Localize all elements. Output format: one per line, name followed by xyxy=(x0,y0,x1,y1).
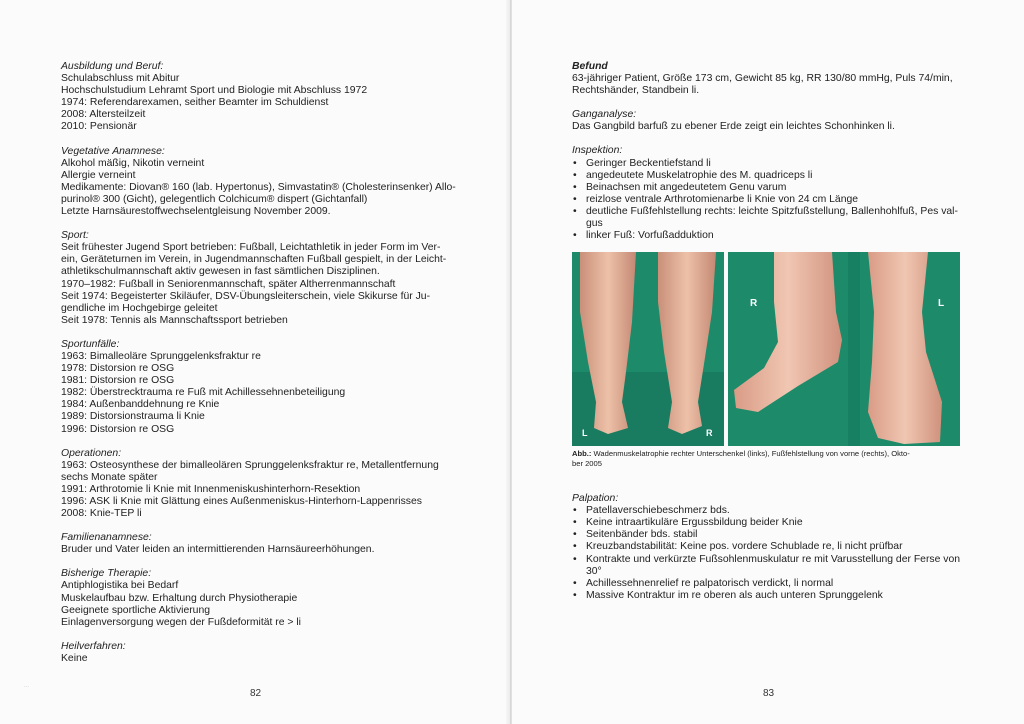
section xyxy=(61,641,451,665)
section-line: Seit 1974: Begeisterter Skiläufer, DSV-Übungsleiterschein, viele Skikurse für Ju- xyxy=(61,290,431,302)
section-title: Sportunfälle: xyxy=(61,338,120,350)
photo-feet-front xyxy=(728,252,960,446)
right-page-text xyxy=(572,61,964,614)
photo-calves-rear xyxy=(572,252,724,446)
section-line: Alkohol mäßig, Nikotin verneint xyxy=(61,157,205,169)
section-line: Medikamente: Diovan® 160 (lab. Hypertonus), Simvastatin® (Cholesterinsenker) Allo- xyxy=(61,181,456,193)
palpation-title: Palpation: xyxy=(572,493,619,505)
right-page xyxy=(512,0,1024,724)
photo-label-r: R xyxy=(706,428,713,439)
befund-title: Befund xyxy=(572,61,608,72)
section-line: Einlagenversorgung wegen der Fußdeformität re > li xyxy=(61,616,301,628)
section-line: Seit frühester Jugend Sport betrieben: Fußball, Leichtathletik in jeder Form im Ver- xyxy=(61,242,441,254)
section-title: Operationen: xyxy=(61,447,122,459)
inspektion-title: Inspektion: xyxy=(572,145,623,157)
section xyxy=(61,448,451,521)
section-line: 1996: ASK li Knie mit Glättung eines Außenmeniskus-Hinterhorn-Lappenrisses xyxy=(61,496,422,507)
section-line: purinol® 300 (Gicht), gelegentlich Colchicum® dispert (Gichtanfall) xyxy=(61,193,368,205)
corner-mark: ... xyxy=(24,683,30,689)
section-line: 1963: Osteosynthese der bimalleolären Sprunggelenksfraktur re, Metallentfernung xyxy=(61,459,439,471)
section-title: Sport: xyxy=(61,230,89,242)
list-item: • Geringer Beckentiefstand li xyxy=(572,158,964,170)
section-line: 2008: Altersteilzeit xyxy=(61,109,146,121)
section-line: 1978: Distorsion re OSG xyxy=(61,363,175,375)
section-line: Schulabschluss mit Abitur xyxy=(61,73,180,85)
section-line: Antiphlogistika bei Bedarf xyxy=(61,580,179,592)
section-line: Hochschulstudium Lehramt Sport und Biologie mit Abschluss 1972 xyxy=(61,85,368,97)
section-line: gendliche im Hochgebirge geleitet xyxy=(61,302,218,314)
section xyxy=(61,532,451,556)
list-item: • Keine intraartikuläre Ergussbildung beider Knie xyxy=(572,517,964,529)
section-line: 1974: Referendarexamen, seither Beamter im Schuldienst xyxy=(61,97,329,109)
section-line: 1970–1982: Fußball in Seniorenmannschaft, später Altherrenmannschaft xyxy=(61,278,396,290)
section-line: 1981: Distorsion re OSG xyxy=(61,375,175,387)
caption-text: Wadenmuskelatrophie rechter Unterschenkel (links), Fußfehlstellung von vorne (rechts), Okto- ber 2005 xyxy=(572,449,910,468)
section-title: Heilverfahren: xyxy=(61,640,126,652)
caption-prefix: Abb.: xyxy=(572,449,592,459)
list-item: • angedeutete Muskelatrophie des M. quadriceps li xyxy=(572,170,964,182)
section xyxy=(61,230,451,327)
section-line: 2010: Pensionär xyxy=(61,121,137,133)
list-item: • deutliche Fußfehlstellung rechts: leichte Spitzfußstellung, Ballenhohlfuß, Pes val- gus xyxy=(572,206,964,230)
figure-photos xyxy=(572,252,960,446)
list-item: • Beinachsen mit angedeutetem Genu varum xyxy=(572,182,964,194)
list-item: • Seitenbänder bds. stabil xyxy=(572,529,964,541)
inspektion-list xyxy=(572,158,964,243)
section-line: 1996: Distorsion re OSG xyxy=(61,423,175,435)
section-line: 2008: Knie-TEP li xyxy=(61,508,142,520)
photo-label-l: L xyxy=(582,428,588,439)
section-line: 1991: Arthrotomie li Knie mit Innenmeniskushinterhorn-Resektion xyxy=(61,483,361,495)
section-line: 1984: Außenbanddehnung re Knie xyxy=(61,399,220,411)
section-line: Geeignete sportliche Aktivierung xyxy=(61,604,211,616)
section-title: Bisherige Therapie: xyxy=(61,568,152,580)
page-number-left: 82 xyxy=(250,688,262,699)
section-line: Seit 1978: Tennis als Mannschaftssport betrieben xyxy=(61,314,288,326)
palpation-list xyxy=(572,505,964,602)
section-line: Keine xyxy=(61,652,88,664)
befund-section xyxy=(572,61,964,97)
section-line: Letzte Harnsäurestoffwechselentgleisung November 2009. xyxy=(61,206,331,218)
photo-label-r2: R xyxy=(750,298,758,310)
photo-label-l2: L xyxy=(938,298,945,310)
figure-caption xyxy=(572,449,960,468)
ganganalyse-section xyxy=(572,109,964,133)
section-line: Muskelaufbau bzw. Erhaltung durch Physiotherapie xyxy=(61,592,298,604)
section xyxy=(61,568,451,628)
section-title: Ausbildung und Beruf: xyxy=(61,61,164,72)
ganganalyse-title: Ganganalyse: xyxy=(572,109,637,121)
list-item: • Massive Kontraktur im re oberen als auch unteren Sprunggelenk xyxy=(572,590,964,602)
section-title: Vegetative Anamnese: xyxy=(61,145,165,157)
list-item: • Patellaverschiebeschmerz bds. xyxy=(572,505,964,517)
section-title: Familienanamnese: xyxy=(61,532,152,544)
befund-line: Rechtshänder, Standbein li. xyxy=(572,85,700,97)
page-number-right: 83 xyxy=(763,688,775,699)
left-page xyxy=(0,0,511,724)
befund-line: 63-jähriger Patient, Größe 173 cm, Gewicht 85 kg, RR 130/80 mmHg, Puls 74/min, xyxy=(572,73,953,85)
section xyxy=(61,145,456,219)
left-page-text xyxy=(61,61,456,677)
section-line: 1982: Überstrecktrauma re Fuß mit Achillessehnenbeteiligung xyxy=(61,387,346,399)
list-item: • reizlose ventrale Arthrotomienarbe li Knie von 24 cm Länge xyxy=(572,194,964,206)
section-line: athletikschulmannschaft aktiv gewesen in fast sämtlichen Disziplinen. xyxy=(61,266,380,278)
section-line: Allergie verneint xyxy=(61,169,136,181)
palpation-section xyxy=(572,493,964,602)
list-item: • Achillessehnenrelief re palpatorisch verdickt, li normal xyxy=(572,578,964,590)
section-line: 1963: Bimalleoläre Sprunggelenksfraktur re xyxy=(61,350,261,362)
section xyxy=(61,339,451,436)
section xyxy=(61,61,451,134)
list-item: • Kreuzbandstabilität: Keine pos. vordere Schublade re, li nicht prüfbar xyxy=(572,541,964,553)
section-line: ein, Geräteturnen im Verein, in Jugendmannschaften Fußball gespielt, in der Leicht- xyxy=(61,254,447,266)
section-line: sechs Monate später xyxy=(61,471,158,483)
section-line: 1989: Distorsionstrauma li Knie xyxy=(61,411,205,423)
list-item: • linker Fuß: Vorfußadduktion xyxy=(572,230,964,242)
section-line: Bruder und Vater leiden an intermittierenden Harnsäureerhöhungen. xyxy=(61,544,375,556)
inspektion-section xyxy=(572,145,964,242)
ganganalyse-line: Das Gangbild barfuß zu ebener Erde zeigt ein leichtes Schonhinken li. xyxy=(572,121,895,133)
list-item: • Kontrakte und verkürzte Fußsohlenmuskulatur re mit Varusstellung der Ferse von 30° xyxy=(572,554,964,578)
